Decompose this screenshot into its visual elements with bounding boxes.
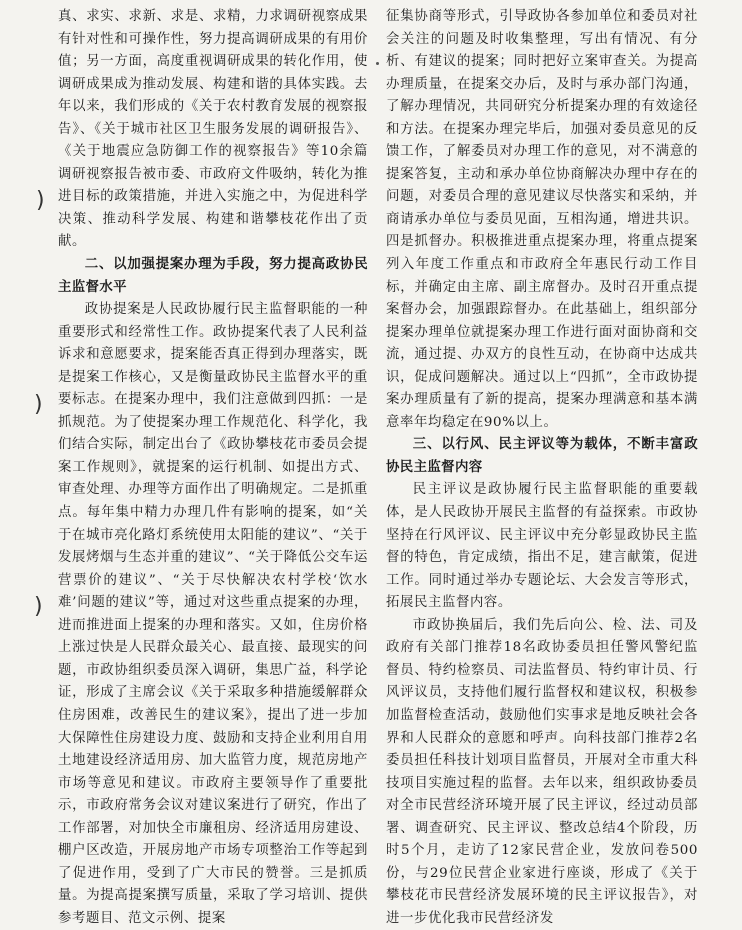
margin-dot xyxy=(376,62,379,65)
right-column xyxy=(386,6,698,930)
left-column xyxy=(58,6,368,930)
paragraph: 政协提案是人民政协履行民主监督职能的一种重要形式和经常性工作。政协提案代表了人民利益诉求和意愿要求，提案能否真正得到办理落实，既是提案工作核心，又是衡量政协民主监督水平的重要标志。在提案办理中，我们注意做到四抓：一是抓规范。为了使提案办理工作规范化、科学化，我们结合实际，制定出台了《政协攀枝花市委员会提案工作规则》，就提案的运行机制、如提出方式、审查处理、办理等方面作出了明确规定。二是抓重点。每年集中精力办理几件有影响的提案，如“关于在城市亮化路灯系统使用太阳能的建议”、“关于发展烤烟与生态并重的建议”、“关于降低公交车运营票价的建议”、“关于尽快解决农村学校‘饮水难’问题的建议”等，通过对这些重点提案的办理，进而推进面上提案的办理和落实。又如，住房价格上涨过快是人民群众最关心、最直接、最现实的问题，市政协组织委员深入调研，集思广益，科学论证，形成了主席会议《关于采取多种措施缓解群众住房困难，改善民生的建议案》，提出了进一步加大保障性住房建设力度、鼓励和支持企业利用自用土地建设经济适用房、加大监管力度，规范房地产市场等意见和建议。市政府主要领导作了重要批示，市政府常务会议对建议案进行了研究，作出了工作部署，对加快全市廉租房、经济适用房建设、棚户区改造，开展房地产市场专项整治工作等起到了促进作用，受到了广大市民的赞誉。三是抓质量。为提高提案撰写质量，采取了学习培训、提供参考题目、范文示例、提案 xyxy=(58,302,368,926)
paragraph: 民主评议是政协履行民主监督职能的重要载体，是人民政协开展民主监督的有益探索。市政协坚持在行风评议、民主评议中充分彰显政协民主监督的特色，肯定成绩，指出不足，建言献策，促进工作。同时通过举办专题论坛、大会发言等形式，拓展民主监督内容。 xyxy=(386,482,698,611)
paragraph: 征集协商等形式，引导政协各参加单位和委员对社会关注的问题及时收集整理，写出有情况、有分析、有建议的提案；同时把好立案审查关。为提高办理质量，在提案交办后，及时与承办部门沟通，了解办理情况，共同研究分析提案办理的有效途径和方法。在提案办理完毕后，加强对委员意见的反馈工作，了解委员对办理工作的意见，对不满意的提案答复，主动和承办单位协商解决办理中存在的问题，对委员合理的意见建议尽快落实和采纳，并商请承办单位与委员见面，互相沟通，增进共识。四是抓督办。积极推进重点提案办理，将重点提案列入年度工作重点和市政府全年惠民行动工作目标，并确定由主席、副主席督办。及时召开重点提案督办会，加强跟踪督办。在此基础上，组织部分提案办理单位就提案办理工作进行面对面协商和交流，通过提、办双方的良性互动，在协商中达成共识，促成问题解决。通过以上“四抓”，全市政协提案办理质量有了新的提高，提案办理满意和基本满意率年均稳定在90%以上。 xyxy=(386,9,698,430)
margin-pen-mark: ) xyxy=(34,392,43,417)
paragraph: 真、求实、求新、求是、求精，力求调研视察成果有针对性和可操作性，努力提高调研成果的有用价值；另一方面，高度重视调研成果的转化作用，使调研成果成为推动发展、构建和谐的具体实践。去年以来，我们形成的《关于农村教育发展的视察报告》、《关于城市社区卫生服务发展的调研报告》、《关于地震应急防御工作的视察报告》等10余篇调研视察报告被市委、市政府文件吸纳，转化为推进目标的政策措施，并进入实施之中，为促进科学决策、推动科学发展、构建和谐攀枝花作出了贡献。 xyxy=(58,9,368,250)
section-heading: 二、以加强提案办理为手段，努力提高政协民主监督水平 xyxy=(58,257,368,295)
paragraph: 市政协换届后，我们先后向公、检、法、司及政府有关部门推荐18名政协委员担任警风警纪监督员、特约检察员、司法监督员、特约审计员、行风评议员，支持他们履行监督权和建议权，积极参加监督检查活动，鼓励他们实事求是地反映社会各界和人民群众的意愿和呼声。向科技部门推荐2名委员担任科技计划项目监督员，开展对全市重大科技项目实施过程的监督。去年以来，组织政协委员对全市民营经济环境开展了民主评议，经过动员部署、调查研究、民主评议、整改总结4个阶段，历时5个月，走访了12家民营企业，发放问卷500份，与29位民营企业家进行座谈，形成了《关于攀枝花市民营经济发展环境的民主评议报告》，对进一步优化我市民营经济发 xyxy=(386,617,698,926)
margin-pen-mark: ) xyxy=(36,188,45,213)
margin-pen-mark: ) xyxy=(34,594,43,619)
section-heading: 三、以行风、民主评议等为载体，不断丰富政协民主监督内容 xyxy=(386,437,698,475)
